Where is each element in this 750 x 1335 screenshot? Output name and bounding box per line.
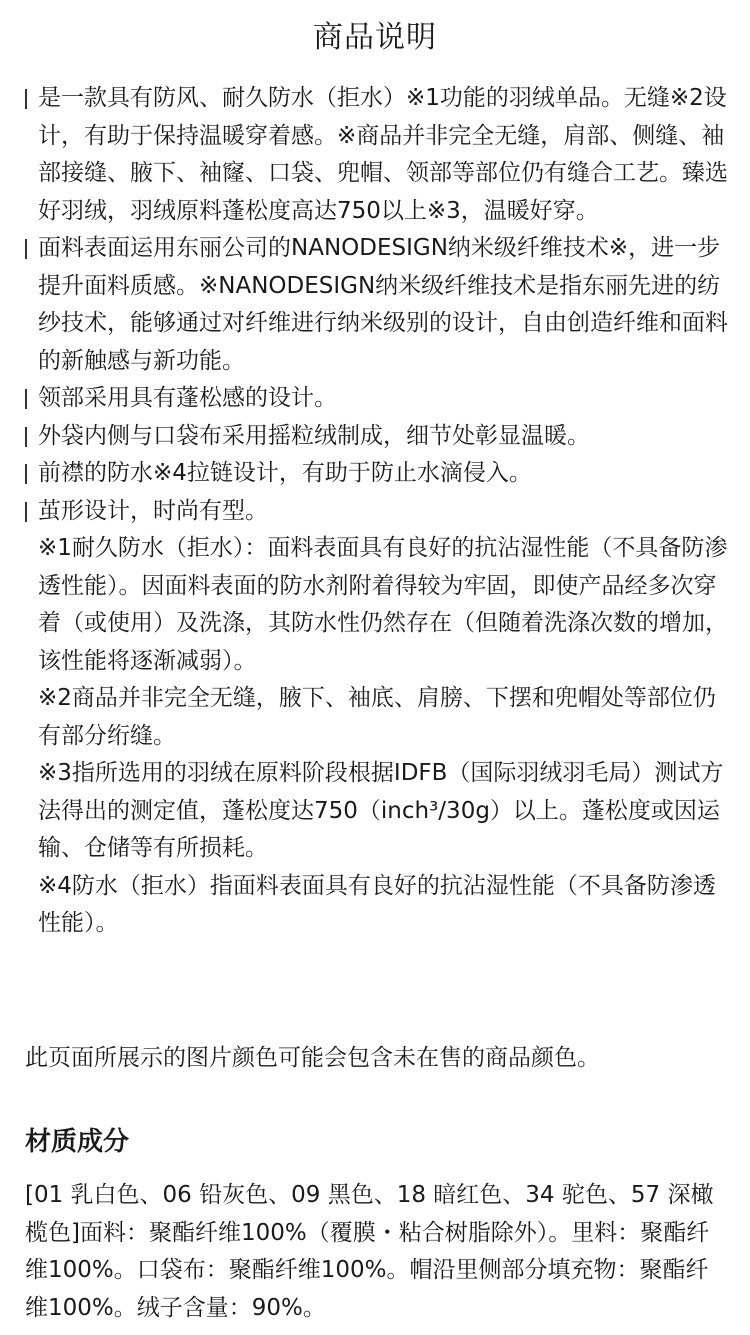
feature-bullet-2 — [25, 230, 730, 380]
feature-bullet-3 — [25, 380, 730, 418]
page-title: 商品说明 — [313, 20, 437, 55]
bullet-dash-icon — [25, 502, 27, 522]
bullet-dash-icon — [25, 239, 27, 259]
feature-bullet-text: 面料表面运用东丽公司的NANODESIGN纳米级纤维技术※，进一步提升面料质感。※NANODESIGN纳米级纤维技术是指东丽先进的纺纱技术，能够通过对纤维进行纳米级别的设计，自由创造纤维和面料的新触感与新功能。 — [38, 235, 728, 374]
feature-bullet-text: 领部采用具有蓬松感的设计。 — [38, 385, 337, 411]
materials-composition: [01 乳白色、06 铅灰色、09 黑色、18 暗红色、34 驼色、57 深橄榄色]面料：聚酯纤维100%（覆膜・粘合树脂除外）。里料：聚酯纤维100%。口袋布：聚酯纤维100%。帽沿里侧部分填充物：聚酯纤维100%。绒子含量：90%。 — [25, 1182, 714, 1321]
feature-bullet-text: 是一款具有防风、耐久防水（拒水）※1功能的羽绒单品。无缝※2设计，有助于保持温暖穿着感。※商品并非完全无缝，肩部、侧缝、袖部接缝、腋下、袖窿、口袋、兜帽、领部等部位仍有缝合工艺。臻选好羽绒，羽绒原料蓬松度高达750以上※3，温暖好穿。 — [38, 85, 728, 224]
footnote-1: ※1耐久防水（拒水）：面料表面具有良好的抗沾湿性能（不具备防渗透性能）。因面料表面的防水剂附着得较为牢固，即使产品经多次穿着（或使用）及洗涤，其防水性仍然存在（但随着洗涤次数的增加，该性能将逐渐减弱）。 — [38, 535, 728, 674]
description-section — [25, 80, 730, 943]
feature-bullet-4 — [25, 418, 730, 456]
color-availability-note: 此页面所展示的图片颜色可能会包含未在售的商品颜色。 — [25, 1045, 600, 1071]
footnote-2: ※2商品并非完全无缝，腋下、袖底、肩膀、下摆和兜帽处等部位仍有部分绗缝。 — [38, 685, 716, 749]
feature-bullet-6 — [25, 493, 730, 531]
materials-heading: 材质成分 — [25, 1127, 130, 1157]
feature-bullet-text: 外袋内侧与口袋布采用摇粒绒制成，细节处彰显温暖。 — [38, 422, 590, 449]
bullet-dash-icon — [25, 427, 27, 447]
feature-bullet-text: 茧形设计，时尚有型。 — [38, 497, 268, 524]
feature-bullet-5 — [25, 455, 730, 493]
feature-bullet-1 — [25, 80, 730, 230]
bullet-dash-icon — [25, 89, 27, 109]
feature-bullet-text: 前襟的防水※4拉链设计，有助于防止水滴侵入。 — [38, 460, 532, 486]
footnote-3: ※3指所选用的羽绒在原料阶段根据IDFB（国际羽绒羽毛局）测试方法得出的测定值，蓬松度达750（inch³/30g）以上。蓬松度或因运输、仓储等有所损耗。 — [38, 760, 724, 861]
bullet-dash-icon — [25, 464, 27, 484]
bullet-dash-icon — [25, 389, 27, 409]
footnote-4: ※4防水（拒水）指面料表面具有良好的抗沾湿性能（不具备防渗透性能）。 — [38, 872, 716, 936]
